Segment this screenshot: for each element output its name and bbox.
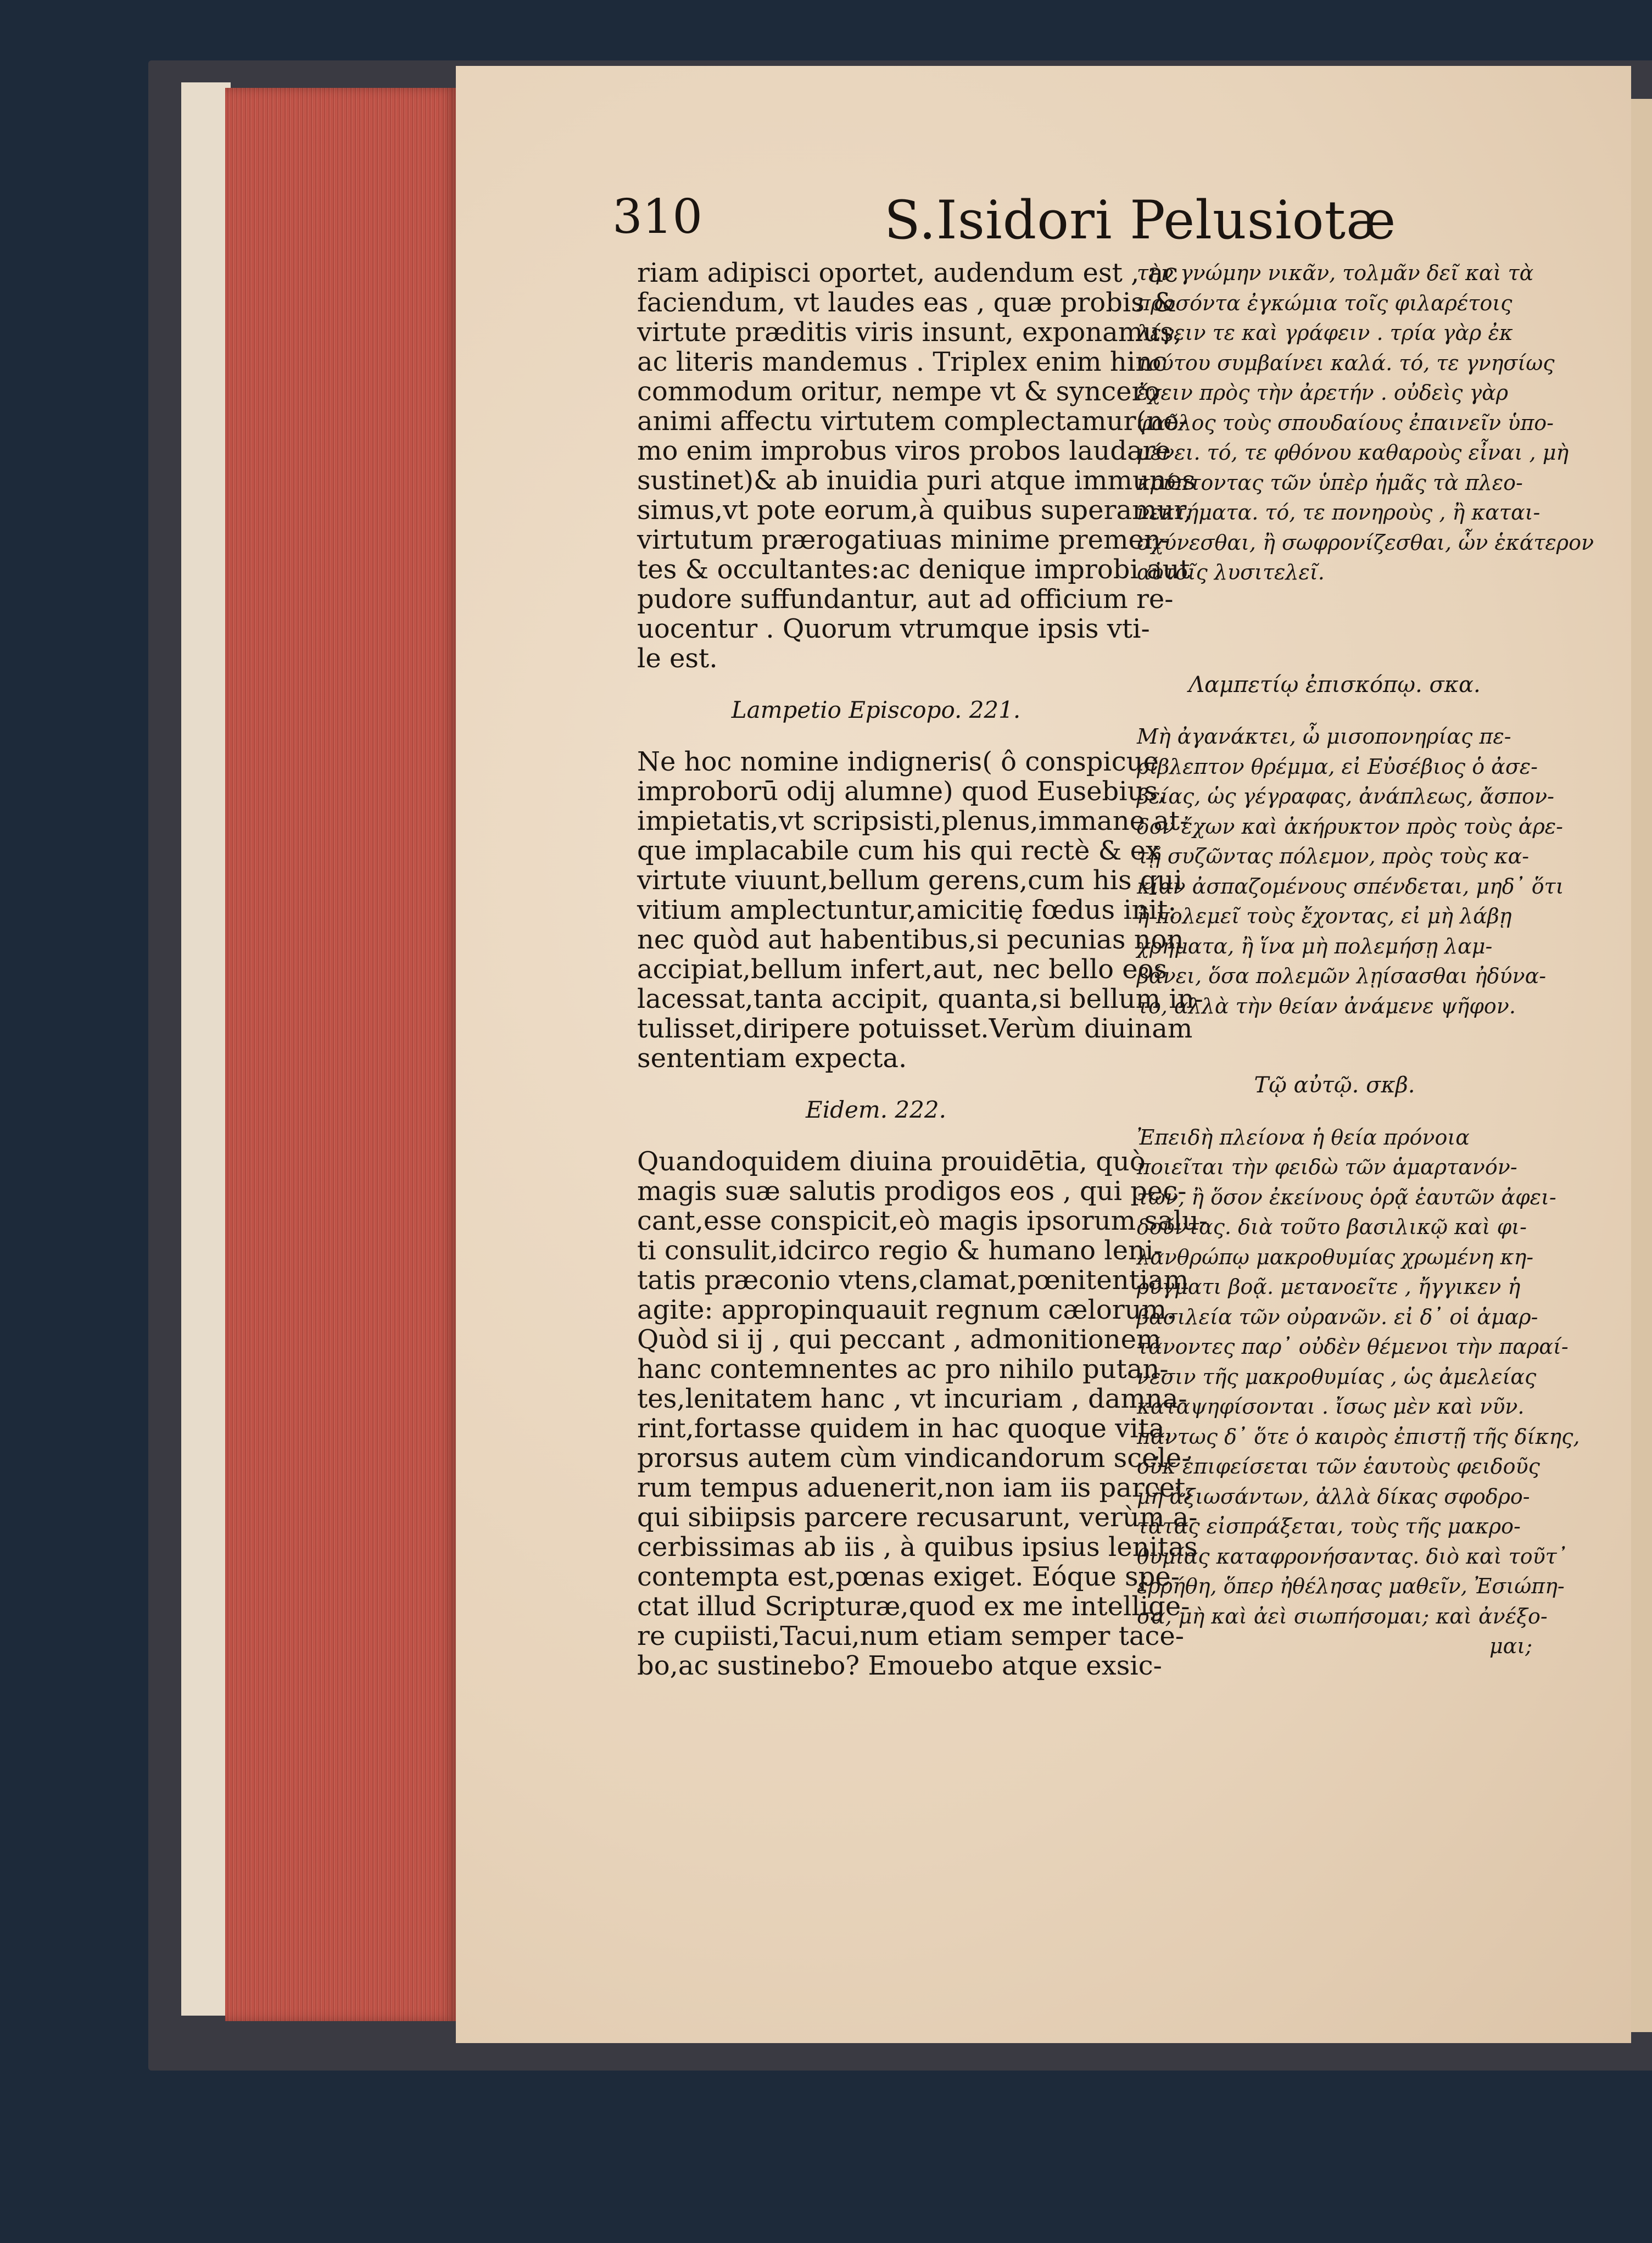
text-line: βείας, ὡς γέγραφας, ἀνάπλεως, ἄσπον-	[1137, 784, 1554, 808]
text-line: qui sibiipsis parcere recusarunt, verùm a-	[637, 1502, 1198, 1533]
greek-column	[1137, 258, 1594, 1661]
text-line: cant,esse conspicit,eò magis ipsorum salu-	[637, 1206, 1208, 1236]
catchword: μαι;	[1489, 1634, 1532, 1658]
text-line: μὴ ἀξιωσάντων, ἀλλὰ δίκας σφοδρο-	[1137, 1484, 1530, 1509]
text-line: animi affectu virtutem complectamur(ne-	[637, 406, 1188, 437]
text-line: agite: appropinquauit regnum cælorum.	[637, 1295, 1175, 1325]
text-line: τὴν γνώμην νικᾶν, τολμᾶν δεῖ καὶ τὰ	[1137, 261, 1534, 285]
greek-block-3	[1137, 1123, 1580, 1632]
text-line: βασιλεία τῶν οὐρανῶν. εἰ δ᾽ οἱ ἁμαρ-	[1137, 1304, 1538, 1329]
text-line: hanc contemnentes ac pro nihilo putan-	[637, 1354, 1169, 1385]
latin-block-1	[637, 258, 1196, 674]
text-line: uocentur . Quorum vtrumque ipsis vti-	[637, 613, 1150, 644]
text-line: οὐκ ἐπιφείσεται τῶν ἑαυτοὺς φειδοῦς	[1137, 1454, 1540, 1478]
text-line: σα, μὴ καὶ ἀεὶ σιωπήσομαι; καὶ ἀνέξο-	[1137, 1604, 1548, 1628]
text-line: Quandoquidem diuina prouidētia, quò	[637, 1146, 1146, 1177]
text-line: θυμίας καταφρονήσαντας. διὸ καὶ τοῦτ᾽	[1137, 1544, 1567, 1569]
red-page-edges	[225, 88, 456, 2021]
text-line: Quòd si ij , qui peccant , admonitionem	[637, 1324, 1162, 1355]
text-line: καταψηφίσονται . ἴσως μὲν καὶ νῦν.	[1137, 1394, 1525, 1419]
text-line: nec quòd aut habentibus,si pecunias non	[637, 924, 1184, 955]
text-line: lacessat,tanta accipit, quanta,si bellum in-	[637, 984, 1203, 1014]
text-line: tes,lenitatem hanc , vt incuriam , damna-	[637, 1383, 1187, 1414]
text-line: prorsus autem cùm vindicandorum scele-	[637, 1443, 1191, 1474]
text-line: virtutum prærogatiuas minime premen-	[637, 525, 1170, 555]
text-line: sustinet)& ab inuidia puri atque immunes	[637, 465, 1196, 496]
greek-heading-222: Τῷ αὐτῷ. σκβ.	[1254, 1073, 1415, 1098]
text-line: ac literis mandemus . Triplex enim hinc	[637, 347, 1167, 377]
text-line: le est.	[637, 643, 718, 674]
page-edge	[181, 82, 231, 2016]
text-line: pudore suffundantur, aut ad officium re-	[637, 584, 1174, 615]
text-line: ρύγματι βοᾷ. μετανοεῖτε , ἤγγικεν ἡ	[1137, 1275, 1521, 1299]
text-line: virtute viuunt,bellum gerens,cum his qui	[637, 865, 1182, 896]
text-line: que implacabile cum his qui rectè & ex	[637, 835, 1161, 866]
text-line: cerbissimas ab iis , à quibus ipsius lenitas	[637, 1532, 1198, 1563]
text-line: commodum oritur, nempe vt & syncero	[637, 376, 1160, 407]
latin-column	[637, 258, 1208, 1681]
greek-heading-221: Λαμπετίῳ ἐπισκόπῳ. σκα.	[1188, 672, 1481, 698]
latin-heading-221: Lampetio Episcopo. 221.	[731, 696, 1021, 723]
greek-block-2	[1137, 722, 1564, 1021]
latin-heading-222: Eidem. 222.	[806, 1096, 946, 1123]
text-line: ποιεῖται τὴν φειδὼ τῶν ἁμαρτανόν-	[1137, 1155, 1517, 1179]
text-line: mo enim improbus viros probos laudare	[637, 436, 1171, 466]
latin-block-3	[637, 1146, 1208, 1681]
page-number: 310	[612, 189, 703, 244]
text-line: rum tempus aduenerit,non iam iis parcet,	[637, 1472, 1194, 1503]
text-line: Ne hoc nomine indigneris( ô conspicue	[637, 746, 1159, 777]
text-line: tulisset,diripere potuisset.Verùm diuinam	[637, 1013, 1193, 1044]
text-line: το, ἀλλὰ τὴν θείαν ἀνάμενε ψῆφον.	[1137, 994, 1516, 1018]
text-line: λανθρώπῳ μακροθυμίας χρωμένη κη-	[1137, 1245, 1534, 1269]
text-line: bo,ac sustinebo? Emouebo atque exsic-	[637, 1650, 1162, 1681]
text-line: ἐρρήθη, ὅπερ ἠθέλησας μαθεῖν, Ἐσιώπη-	[1137, 1574, 1565, 1598]
text-line: ἢ πολεμεῖ τοὺς ἔχοντας, εἰ μὴ λάβῃ	[1137, 904, 1512, 928]
text-line: φαῦλος τοὺς σπουδαίους ἐπαινεῖν ὑπο-	[1137, 410, 1554, 435]
text-line: προσόντα ἐγκώμια τοῖς φιλαρέτοις	[1137, 291, 1513, 315]
text-line: λέγειν τε καὶ γράφειν . τρία γὰρ ἐκ	[1137, 321, 1513, 345]
text-line: ti consulit,idcirco regio & humano leni-	[637, 1235, 1163, 1266]
text-line: simus,vt pote eorum,à quibus superamur,	[637, 495, 1192, 526]
text-line: βάνει, ὅσα πολεμῶν λῃίσασθαι ἠδύνα-	[1137, 964, 1547, 988]
text-line: tes & occultantes:ac denique improbi aut	[637, 554, 1190, 585]
text-line: impietatis,vt scripsisti,plenus,immane at-	[637, 806, 1189, 836]
text-line: νεσιν τῆς μακροθυμίας , ὡς ἀμελείας	[1137, 1364, 1537, 1389]
text-line: δον ἔχων καὶ ἀκήρυκτον πρὸς τοὺς ἀρε-	[1137, 814, 1564, 839]
text-line: των, ἢ ὅσον ἐκείνους ὁρᾷ ἑαυτῶν ἀφει-	[1137, 1185, 1556, 1209]
text-line: τῇ συζῶντας πόλεμον, πρὸς τοὺς κα-	[1137, 844, 1530, 868]
text-line: rint,fortasse quidem in hac quoque vita,	[637, 1413, 1173, 1444]
text-line: νεκτήματα. τό, τε πονηροὺς , ἢ καται-	[1137, 500, 1541, 525]
text-line: contempta est,pœnas exiget. Eóque spe-	[637, 1561, 1180, 1592]
text-line: ρίβλεπτον θρέμμα, εἰ Εὐσέβιος ὁ ἀσε-	[1137, 754, 1538, 779]
text-line: σχύνεσθαι, ἢ σωφρονίζεσθαι, ὧν ἑκάτερον	[1137, 530, 1594, 555]
text-line: μένει. τό, τε φθόνου καθαροὺς εἶναι , μὴ	[1137, 440, 1569, 465]
text-line: πάντως δ᾽ ὅτε ὁ καιρὸς ἐπιστῇ τῆς δίκης,	[1137, 1424, 1580, 1449]
text-line: κίαν ἀσπαζομένους σπένδεται, μηδ᾽ ὅτι	[1137, 874, 1564, 899]
text-line: κρύπτοντας τῶν ὑπὲρ ἡμᾶς τὰ πλεο-	[1137, 470, 1523, 495]
text-line: virtute præditis viris insunt, exponamus,	[637, 317, 1182, 348]
text-line: improborū odij alumne) quod Eusebius,	[637, 776, 1167, 807]
text-line: accipiat,bellum infert,aut, nec bello eos	[637, 954, 1168, 985]
text-line: Ἐπειδὴ πλείονα ἡ θεία πρόνοια	[1137, 1125, 1470, 1150]
text-line: faciendum, vt laudes eas , quæ probis &	[637, 287, 1176, 318]
text-line: τάτας εἰσπράξεται, τοὺς τῆς μακρο-	[1137, 1514, 1521, 1538]
running-title: S.Isidori Pelusiotæ	[884, 189, 1397, 251]
text-line: riam adipisci oportet, audendum est , ac	[637, 258, 1179, 288]
text-line: re cupiisti,Tacui,num etiam semper tace-	[637, 1621, 1185, 1651]
text-line: τούτου συμβαίνει καλά. τό, τε γνησίως	[1137, 350, 1555, 375]
text-line: ἔχειν πρὸς τὴν ἀρετήν . οὐδεὶς γὰρ	[1137, 381, 1509, 405]
text-line: tatis præconio vtens,clamat,pœnitentiam	[637, 1265, 1189, 1296]
text-line: Μὴ ἀγανάκτει, ὦ μισοπονηρίας πε-	[1137, 724, 1511, 749]
greek-block-1	[1137, 258, 1594, 588]
text-line: ctat illud Scripturæ,quod ex me intellige-	[637, 1591, 1190, 1622]
text-line: vitium amplectuntur,amicitię fœdus init:	[637, 895, 1177, 925]
text-line: αὐτοῖς λυσιτελεῖ.	[1137, 560, 1325, 584]
text-line: τάνοντες παρ᾽ οὐδὲν θέμενοι τὴν παραί-	[1137, 1335, 1569, 1359]
text-line: χρήματα, ἢ ἵνα μὴ πολεμήσῃ λαμ-	[1137, 934, 1493, 958]
text-line: sententiam expecta.	[637, 1043, 907, 1074]
text-line: δοῦντας. διὰ τοῦτο βασιλικῷ καὶ φι-	[1137, 1215, 1527, 1239]
latin-block-2	[637, 746, 1203, 1074]
text-line: magis suæ salutis prodigos eos , qui pec-	[637, 1176, 1187, 1207]
